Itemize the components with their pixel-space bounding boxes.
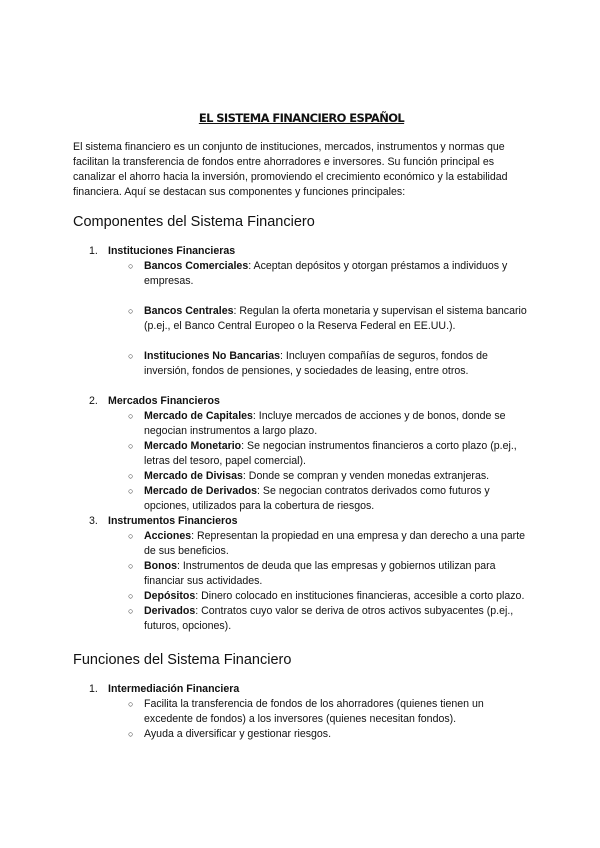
- sublist-item: [128, 604, 530, 634]
- bullet-icon: ○: [128, 441, 134, 451]
- list-number: 1.: [89, 683, 98, 695]
- term: Bonos: [144, 560, 177, 572]
- sublist-item: [128, 259, 530, 289]
- sublist-item: [128, 529, 530, 559]
- sublist-item: [128, 559, 530, 589]
- term: Mercado de Capitales: [144, 410, 253, 422]
- bullet-icon: ○: [128, 261, 134, 271]
- description: : Se negocian instrumentos financieros a corto plazo (p.ej., letras del tesoro, papel comercial).: [144, 440, 517, 467]
- term: Mercado Monetario: [144, 440, 242, 452]
- bullet-icon: ○: [128, 591, 134, 601]
- bullet-icon: ○: [128, 486, 134, 496]
- sublist-item: [128, 349, 530, 379]
- description: : Representan la propiedad en una empresa y dan derecho a una parte de sus beneficios.: [144, 530, 526, 557]
- sublist: [89, 697, 530, 742]
- term: Bancos Centrales: [144, 305, 234, 317]
- term: Instituciones No Bancarias: [144, 350, 280, 362]
- list-item: [89, 244, 530, 379]
- description: Facilita la transferencia de fondos de los ahorradores (quienes tienen un excedente de fondos) a los inversores (quienes necesitan fondos).: [144, 698, 484, 725]
- bullet-icon: ○: [128, 699, 134, 709]
- sublist-item: [128, 727, 530, 742]
- term: Bancos Comerciales: [144, 260, 249, 272]
- list-item-title: Intermediación Financiera: [108, 683, 240, 695]
- term: Derivados: [144, 605, 196, 617]
- term: Mercado de Derivados: [144, 485, 258, 497]
- sublist-item: [128, 469, 530, 484]
- list-item-title: Mercados Financieros: [108, 395, 220, 407]
- section-heading-components: Componentes del Sistema Financiero: [73, 214, 315, 230]
- description: : Incluye mercados de acciones y de bonos, donde se negocian instrumentos a largo plazo.: [144, 410, 506, 437]
- list-item: [89, 394, 530, 514]
- document-title: EL SISTEMA FINANCIERO ESPAÑOL: [198, 111, 405, 125]
- sublist-item: [128, 484, 530, 514]
- description: : Incluyen compañías de seguros, fondos de inversión, fondos de pensiones, y sociedades de leasing, entre otros.: [144, 350, 488, 377]
- bullet-icon: ○: [128, 351, 134, 361]
- term: Depósitos: [144, 590, 196, 602]
- list-number: 3.: [89, 515, 98, 527]
- description: : Regulan la oferta monetaria y supervisan el sistema bancario (p.ej., el Banco Central Europeo o la Reserva Federal en EE.UU.).: [144, 305, 527, 332]
- sublist-item: [128, 304, 530, 334]
- list-number: 1.: [89, 245, 98, 257]
- functions-list: [73, 682, 530, 742]
- list-item-title: Instituciones Financieras: [108, 245, 236, 257]
- description: : Aceptan depósitos y otorgan préstamos a individuos y empresas.: [144, 260, 508, 287]
- bullet-icon: ○: [128, 471, 134, 481]
- description: : Se negocian contratos derivados como futuros y opciones, utilizados para la cobertura de riesgos.: [144, 485, 490, 512]
- section-heading-functions: Funciones del Sistema Financiero: [73, 652, 292, 668]
- description: : Dinero colocado en instituciones financieras, accesible a corto plazo.: [195, 590, 525, 602]
- description: Ayuda a diversificar y gestionar riesgos.: [144, 728, 332, 740]
- term: Acciones: [144, 530, 192, 542]
- components-list: [73, 244, 530, 634]
- sublist-item: [128, 439, 530, 469]
- intro-paragraph: El sistema financiero es un conjunto de instituciones, mercados, instrumentos y normas que facilitan la transferencia de fondos entre ahorradores e inversores. Su función principal es canalizar el ahorro hacia la inversión, promoviendo el crecimiento económico y la estabilidad financiera. Aquí se destacan sus componentes y funciones principales:: [73, 141, 508, 198]
- description: : Instrumentos de deuda que las empresas y gobiernos utilizan para financiar sus actividades.: [144, 560, 496, 587]
- list-item-title: Instrumentos Financieros: [108, 515, 238, 527]
- list-item: [89, 682, 530, 742]
- bullet-icon: ○: [128, 729, 134, 739]
- list-item: [89, 514, 530, 634]
- sublist: [89, 259, 530, 379]
- term: Mercado de Divisas: [144, 470, 243, 482]
- sublist-item: [128, 409, 530, 439]
- bullet-icon: ○: [128, 306, 134, 316]
- sublist: [89, 529, 530, 634]
- bullet-icon: ○: [128, 411, 134, 421]
- description: : Donde se compran y venden monedas extranjeras.: [242, 470, 490, 482]
- sublist-item: [128, 589, 530, 604]
- description: : Contratos cuyo valor se deriva de otros activos subyacentes (p.ej., futuros, opciones).: [144, 605, 514, 632]
- sublist: [89, 409, 530, 514]
- sublist-item: [128, 697, 530, 727]
- bullet-icon: ○: [128, 606, 134, 616]
- bullet-icon: ○: [128, 531, 134, 541]
- bullet-icon: ○: [128, 561, 134, 571]
- list-number: 2.: [89, 395, 98, 407]
